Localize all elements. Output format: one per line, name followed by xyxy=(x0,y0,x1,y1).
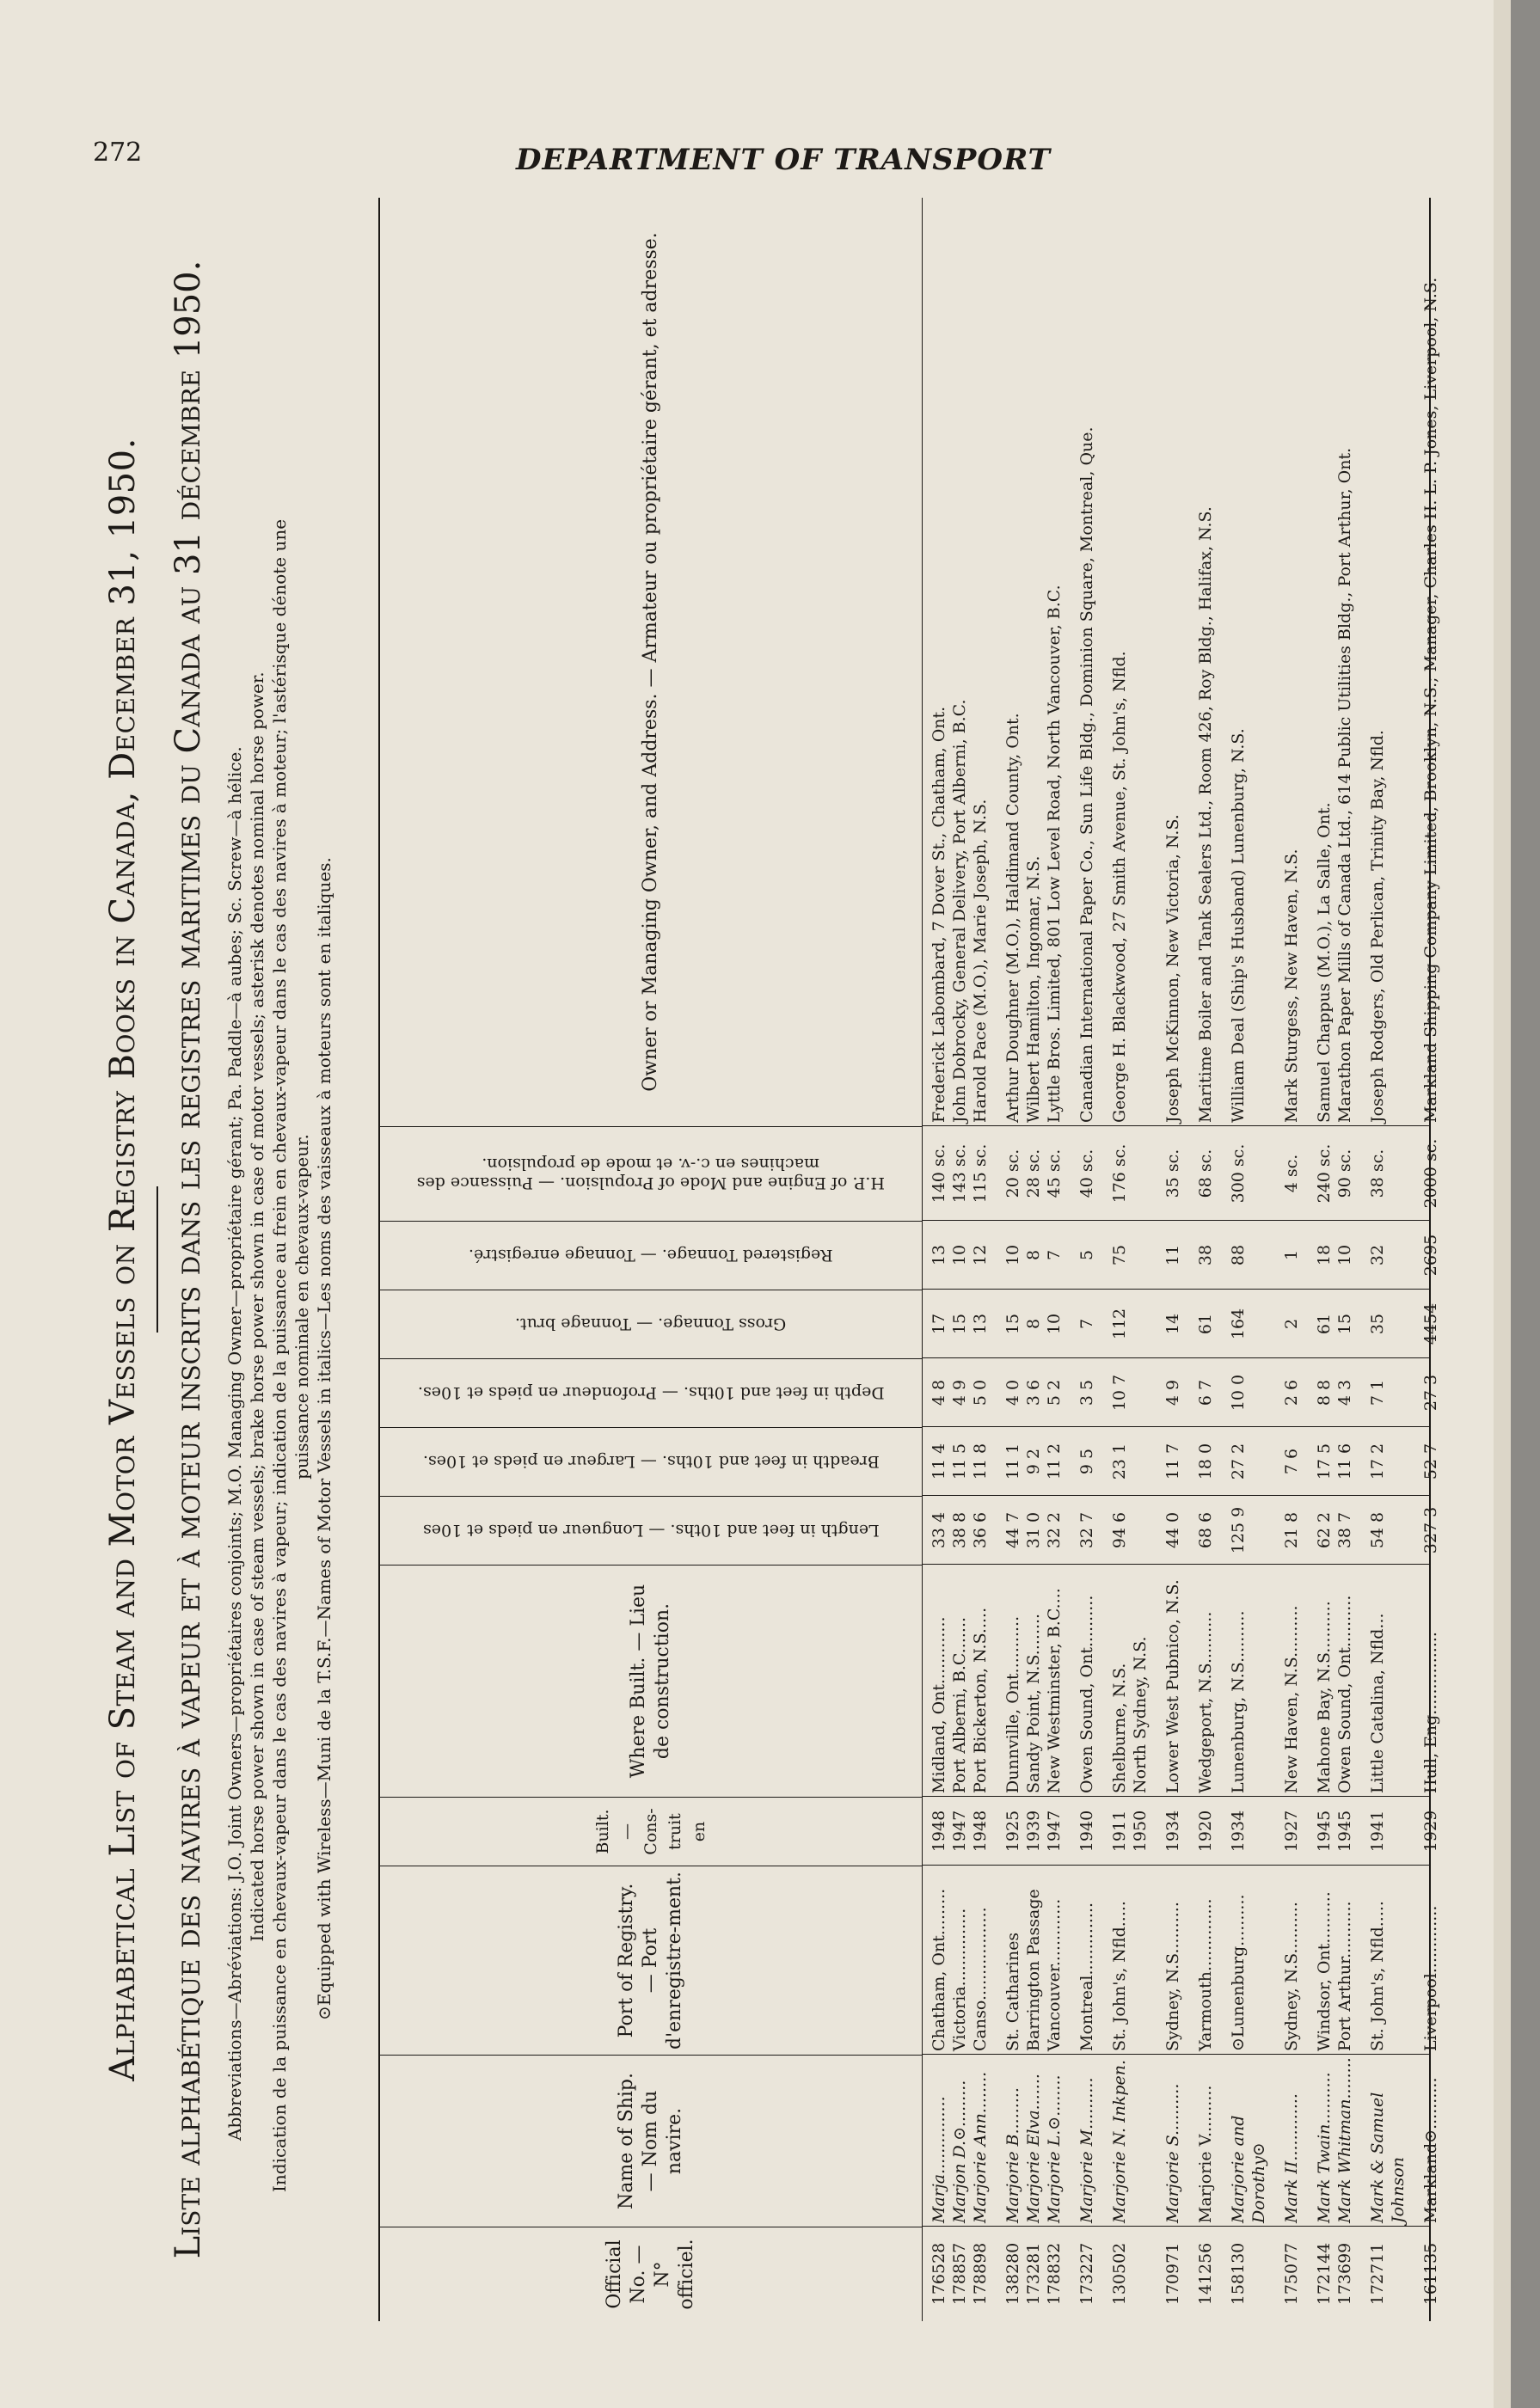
header-registered xyxy=(380,1221,922,1290)
cell-gross: 61 15 xyxy=(1315,1313,1354,1335)
table-header xyxy=(380,198,923,2321)
header-official-no-text: Official No. — N° officiel. xyxy=(604,2239,697,2310)
cell-registered: 38 xyxy=(1196,1244,1215,1266)
cell-owner: Mark Sturgess, New Haven, N.S. xyxy=(1282,849,1301,1123)
header-hp-text: H.P. of Engine and Mode of Propulsion. — Puissance des machines en c.-v. et mode de propulsion. xyxy=(416,1155,886,1193)
table-row xyxy=(1163,198,1183,2321)
table-body xyxy=(922,198,1440,2321)
header-registered-text: Registered Tonnage. — Tonnage enregistré. xyxy=(469,1246,833,1265)
cell-built: 1948 1947 1948 xyxy=(930,1810,990,1853)
cell-port: Montreal.............. xyxy=(1077,1902,1096,2051)
cell-ship-name: Marjorie B......... Marjorie Elva....... Marjorie L.⊙........ xyxy=(1003,2074,1064,2223)
vessel-table xyxy=(378,198,1440,2321)
title-divider xyxy=(156,1186,158,1333)
cell-depth: 8 8 4 3 xyxy=(1315,1379,1354,1406)
cell-hp: 4 sc. xyxy=(1282,1154,1301,1193)
cell-ship-name: Mark II............. xyxy=(1282,2093,1301,2223)
cell-gross: 14 xyxy=(1163,1313,1182,1335)
cell-ship-name: Mark Twain.......... Mark Whitman........ xyxy=(1315,2057,1354,2223)
cell-depth: 6 7 xyxy=(1196,1379,1215,1406)
header-gross-text: Gross Tonnage. — Tonnage brut. xyxy=(515,1314,787,1334)
horse-power-note-fr: Indication de la puissance en chevaux-vapeur dans le cas des navires à vapeur; indication de la puissance au frein en chevaux-vapeur dans le cas des navires à moteur; l'astérisque dénote une xyxy=(269,518,290,2192)
table-row xyxy=(1314,198,1355,2321)
cell-registered: 10 8 7 xyxy=(1003,1244,1064,1266)
abbreviations-line: Abbreviations—Abréviations: J.O. Joint Owners—propriétaires conjoints; M.O. Managing Owner—propriétaire gérant; Pa. Paddle—à aubes; Sc. Screw—à hélice. xyxy=(224,746,245,2141)
cell-port: Sydney, N.S.......... xyxy=(1163,1902,1182,2051)
table-row xyxy=(1420,198,1441,2321)
cell-hp: 38 sc. xyxy=(1368,1149,1387,1198)
cell-owner: Joseph Rodgers, Old Perlican, Trinity Bay, Nfld. xyxy=(1368,730,1387,1123)
cell-depth: 10 7 xyxy=(1110,1374,1129,1412)
cell-ship-name: Marjorie M.......... xyxy=(1077,2077,1096,2223)
header-depth-text: Depth in feet and 10ths. — Profondeur en pieds et 10es. xyxy=(417,1383,885,1403)
cell-where-built: Midland, Ont............. Port Alberni, B.C....... Port Bickerton, N.S..... xyxy=(930,1607,990,1793)
cell-hp: 176 sc. xyxy=(1110,1143,1129,1204)
cell-where-built: Mahone Bay, N.S.......... Owen Sound, Ont.......... xyxy=(1315,1595,1354,1793)
cell-length: 68 6 xyxy=(1196,1511,1215,1549)
cell-gross: 4454 xyxy=(1421,1302,1440,1345)
cell-hp: 2000 sc. xyxy=(1421,1138,1440,1209)
cell-built: 1920 xyxy=(1196,1810,1215,1853)
cell-gross: 112 xyxy=(1110,1308,1129,1340)
cell-where-built: Shelburne, N.S. North Sydney, N.S. xyxy=(1110,1636,1150,1793)
cell-built: 1940 xyxy=(1077,1810,1096,1853)
cell-registered: 88 xyxy=(1229,1244,1248,1266)
cell-depth: 10 0 xyxy=(1229,1374,1248,1412)
cell-where-built: Lunenburg, N.S.......... xyxy=(1229,1610,1248,1793)
cell-registered: 5 xyxy=(1077,1249,1096,1261)
cell-owner: Samuel Chappus (M.O.), La Salle, Ont. Marathon Paper Mills of Canada Ltd., 614 Public Utilities Bldg., Port Arthur, Ont. xyxy=(1315,447,1354,1123)
cell-official-no: 158130 xyxy=(1229,2242,1248,2306)
cell-registered: 18 10 xyxy=(1315,1244,1354,1266)
header-hp xyxy=(380,1126,922,1221)
cell-depth: 3 5 xyxy=(1077,1379,1096,1406)
cell-owner: Joseph McKinnon, New Victoria, N.S. xyxy=(1163,814,1182,1123)
wireless-note: ⊙Equipped with Wireless—Muni de la T.S.F.—Names of Motor Vessels in italics—Les noms des vaisseaux à moteurs sont en italiques. xyxy=(314,857,334,2020)
cell-official-no: 175077 xyxy=(1282,2242,1301,2306)
cell-breadth: 18 0 xyxy=(1196,1443,1215,1480)
cell-built: 1911 1950 xyxy=(1110,1810,1150,1853)
header-name-text: Name of Ship. — Nom du navire. xyxy=(616,2073,685,2209)
cell-where-built: New Haven, N.S.......... xyxy=(1282,1605,1301,1793)
cell-breadth: 7 6 xyxy=(1282,1448,1301,1475)
cell-breadth: 27 2 xyxy=(1229,1443,1248,1480)
cell-ship-name: Mark & Samuel Johnson xyxy=(1368,2092,1408,2223)
cell-where-built: Hull, Eng................ xyxy=(1421,1632,1440,1793)
cell-length: 125 9 xyxy=(1229,1506,1248,1554)
cell-depth: 2 6 xyxy=(1282,1379,1301,1406)
table-row xyxy=(929,198,991,2321)
cell-official-no: 173227 xyxy=(1077,2242,1096,2306)
cell-registered: 2695 xyxy=(1421,1234,1440,1277)
title-english: Alphabetical List of Steam and Motor Vessels on Registry Books in Canada, December 31, 1950. xyxy=(103,438,143,2081)
cell-breadth: 52 7 xyxy=(1421,1443,1440,1480)
cell-owner: Frederick Labombard, 7 Dover St., Chatham, Ont. John Dobrocky, General Delivery, Port Alberni, B.C. Harold Pace (M.O.), Marie Joseph, N.S. xyxy=(930,699,990,1123)
cell-gross: 17 15 13 xyxy=(930,1313,990,1335)
page-edge xyxy=(1511,0,1540,2408)
cell-length: 54 8 xyxy=(1368,1511,1387,1549)
cell-hp: 300 sc. xyxy=(1229,1143,1248,1204)
table-row xyxy=(1195,198,1216,2321)
cell-official-no: 172144 173699 xyxy=(1315,2242,1354,2306)
header-owner-text: Owner or Managing Owner, and Address. — Armateur ou propriétaire gérant, et adresse. xyxy=(640,232,661,1092)
header-length-text: Length in feet and 10ths. — Longueur en pieds et 10es xyxy=(422,1521,880,1541)
header-breadth xyxy=(380,1427,922,1496)
header-where-built xyxy=(380,1565,922,1797)
cell-breadth: 11 4 11 5 11 8 xyxy=(930,1443,990,1480)
rotated-content xyxy=(103,198,1445,2321)
cell-official-no: 161135 xyxy=(1421,2242,1440,2306)
cell-gross: 15 8 10 xyxy=(1003,1313,1064,1335)
cell-owner: Arthur Doughner (M.O.), Haldimand County, Ont. Wilbert Hamilton, Ingomar, N.S. Lyttle Bros. Limited, 801 Low Level Road, North Vancouver, B.C. xyxy=(1003,585,1064,1123)
cell-breadth: 11 1 9 2 11 2 xyxy=(1003,1443,1064,1480)
cell-where-built: Dunnville, Ont........... Sandy Point, N.S........ New Westminster, B.C.... xyxy=(1003,1588,1064,1793)
header-port-text: Port of Registry. — Port d'enregistre-ment. xyxy=(616,1872,685,2050)
cell-port: Liverpool............. xyxy=(1421,1905,1440,2051)
cell-owner: Markland Shipping Company Limited, Brooklyn, N.S.; Manager, Charles H. L. P. Jones, Liverpool, N.S. xyxy=(1421,277,1440,1123)
cell-length: 94 6 xyxy=(1110,1511,1129,1549)
cell-where-built: Wedgeport, N.S.......... xyxy=(1196,1611,1215,1793)
cell-ship-name: Marjorie V.......... xyxy=(1196,2085,1215,2223)
horse-power-note-en: Indicated horse power shown in case of steam vessels; brake horse power shown in case of motor vessels; asterisk denotes nominal horse power. xyxy=(247,671,267,1942)
cell-depth: 4 0 3 6 5 2 xyxy=(1003,1379,1064,1406)
cell-gross: 7 xyxy=(1077,1318,1096,1330)
cell-depth: 27 3 xyxy=(1421,1374,1440,1412)
header-built-text: Built. — Cons-truit en xyxy=(593,1808,709,1855)
cell-built: 1927 xyxy=(1282,1810,1301,1853)
cell-ship-name: Marjorie N. Inkpen. xyxy=(1110,2059,1129,2223)
cell-where-built: Lower West Pubnico, N.S. xyxy=(1163,1579,1182,1793)
cell-port: Chatham, Ont......... Victoria............... Canso.................. xyxy=(930,1888,990,2051)
cell-ship-name: Marja............... Marjon D.⊙......... Marjorie Ann........ xyxy=(930,2071,990,2223)
cell-port: ⊙Lunenburg.......... xyxy=(1229,1894,1248,2051)
cell-built: 1945 1945 xyxy=(1315,1810,1354,1853)
cell-port: Windsor, Ont.......... Port Arthur........... xyxy=(1315,1891,1354,2051)
page-binding-shadow xyxy=(1494,0,1511,2408)
cell-gross: 61 xyxy=(1196,1313,1215,1335)
cell-length: 44 0 xyxy=(1163,1511,1182,1549)
cell-port: St. Catharines Barrington Passage Vancouver............. xyxy=(1003,1889,1064,2051)
cell-registered: 13 10 12 xyxy=(930,1244,990,1266)
cell-port: St. John's, Nfld..... xyxy=(1368,1901,1387,2051)
cell-length: 32 7 xyxy=(1077,1511,1096,1549)
cell-registered: 1 xyxy=(1282,1249,1301,1261)
cell-built: 1934 xyxy=(1163,1810,1182,1853)
cell-ship-name: Marjorie S.......... xyxy=(1163,2083,1182,2223)
header-gross xyxy=(380,1290,922,1358)
cell-length: 327 3 xyxy=(1421,1506,1440,1554)
cell-hp: 68 sc. xyxy=(1196,1149,1215,1198)
cell-built: 1929 xyxy=(1421,1810,1440,1853)
cell-port: St. John's, Nfld..... xyxy=(1110,1901,1129,2051)
table-row xyxy=(1367,198,1408,2321)
cell-owner: George H. Blackwood, 27 Smith Avenue, St. John's, Nfld. xyxy=(1110,651,1129,1123)
cell-hp: 35 sc. xyxy=(1163,1149,1182,1198)
table-row xyxy=(1228,198,1269,2321)
header-name xyxy=(380,2055,922,2227)
cell-registered: 32 xyxy=(1368,1244,1387,1266)
table-row xyxy=(1281,198,1302,2321)
cell-registered: 75 xyxy=(1110,1244,1129,1266)
cell-gross: 35 xyxy=(1368,1313,1387,1335)
cell-hp: 20 sc. 28 sc. 45 sc. xyxy=(1003,1149,1064,1198)
cell-breadth: 17 5 11 6 xyxy=(1315,1443,1354,1480)
cell-official-no: 176528 178857 178898 xyxy=(930,2242,990,2306)
page-header xyxy=(0,0,1540,198)
cell-gross: 2 xyxy=(1282,1318,1301,1330)
cell-length: 62 2 38 7 xyxy=(1315,1511,1354,1549)
header-where-built-text: Where Built. — Lieu de construction. xyxy=(628,1584,673,1779)
cell-where-built: Little Catalina, Nfld... xyxy=(1368,1613,1387,1793)
cell-owner: Canadian International Paper Co., Sun Life Bldg., Dominion Square, Montreal, Que. xyxy=(1077,426,1096,1123)
cell-port: Sydney, N.S.......... xyxy=(1282,1902,1301,2051)
cell-official-no: 170971 xyxy=(1163,2242,1182,2306)
cell-breadth: 11 7 xyxy=(1163,1443,1182,1480)
page-number: 272 xyxy=(93,138,143,168)
cell-built: 1934 xyxy=(1229,1810,1248,1853)
header-official-no xyxy=(380,2227,922,2321)
table-row xyxy=(1109,198,1150,2321)
cell-depth: 4 8 4 9 5 0 xyxy=(930,1379,990,1406)
table-row xyxy=(1003,198,1065,2321)
cell-official-no: 130502 xyxy=(1110,2242,1129,2306)
cell-breadth: 23 1 xyxy=(1110,1443,1129,1480)
header-built xyxy=(380,1797,922,1866)
cell-owner: Maritime Boiler and Tank Sealers Ltd., Room 426, Roy Bldg., Halifax, N.S. xyxy=(1196,506,1215,1123)
cell-hp: 140 sc. 143 sc. 115 sc. xyxy=(930,1143,990,1204)
cell-official-no: 172711 xyxy=(1368,2242,1387,2306)
cell-length: 21 8 xyxy=(1282,1511,1301,1549)
cell-depth: 7 1 xyxy=(1368,1379,1387,1406)
cell-built: 1925 1939 1947 xyxy=(1003,1810,1064,1853)
cell-owner: William Deal (Ship's Husband) Lunenburg, N.S. xyxy=(1229,728,1248,1123)
cell-hp: 240 sc. 90 sc. xyxy=(1315,1143,1354,1204)
title-french: Liste alphabétique des navires à vapeur et à moteur inscrits dans les registres maritimes du Canada au 31 décembre 1950. xyxy=(169,260,208,2259)
cell-length: 44 7 31 0 32 2 xyxy=(1003,1511,1064,1549)
abbreviation-notes xyxy=(224,215,335,2192)
cell-breadth: 17 2 xyxy=(1368,1443,1387,1480)
header-depth xyxy=(380,1358,922,1427)
header-breadth-text: Breadth in feet and 10ths. — Largeur en pieds et 10es. xyxy=(422,1452,880,1472)
cell-registered: 11 xyxy=(1163,1244,1182,1266)
cell-breadth: 9 5 xyxy=(1077,1448,1096,1475)
cell-gross: 164 xyxy=(1229,1308,1248,1340)
cell-length: 33 4 38 8 36 6 xyxy=(930,1511,990,1549)
table-row xyxy=(1077,198,1097,2321)
running-head: DEPARTMENT OF TRANSPORT xyxy=(516,143,1051,177)
horse-power-note-fr-2: puissance nominale en chevaux-vapeur. xyxy=(291,1134,312,1480)
cell-built: 1941 xyxy=(1368,1810,1387,1853)
cell-port: Yarmouth.............. xyxy=(1196,1898,1215,2051)
cell-where-built: Owen Sound, Ont.......... xyxy=(1077,1595,1096,1793)
header-owner xyxy=(380,198,922,1126)
cell-hp: 40 sc. xyxy=(1077,1149,1096,1198)
cell-ship-name: Markland⊙.......... xyxy=(1421,2077,1440,2223)
cell-ship-name: Marjorie and Dorothy⊙ xyxy=(1229,2115,1268,2223)
cell-official-no: 138280 173281 178832 xyxy=(1003,2242,1064,2306)
header-port xyxy=(380,1866,922,2055)
cell-depth: 4 9 xyxy=(1163,1379,1182,1406)
cell-official-no: 141256 xyxy=(1196,2242,1215,2306)
header-length xyxy=(380,1496,922,1565)
